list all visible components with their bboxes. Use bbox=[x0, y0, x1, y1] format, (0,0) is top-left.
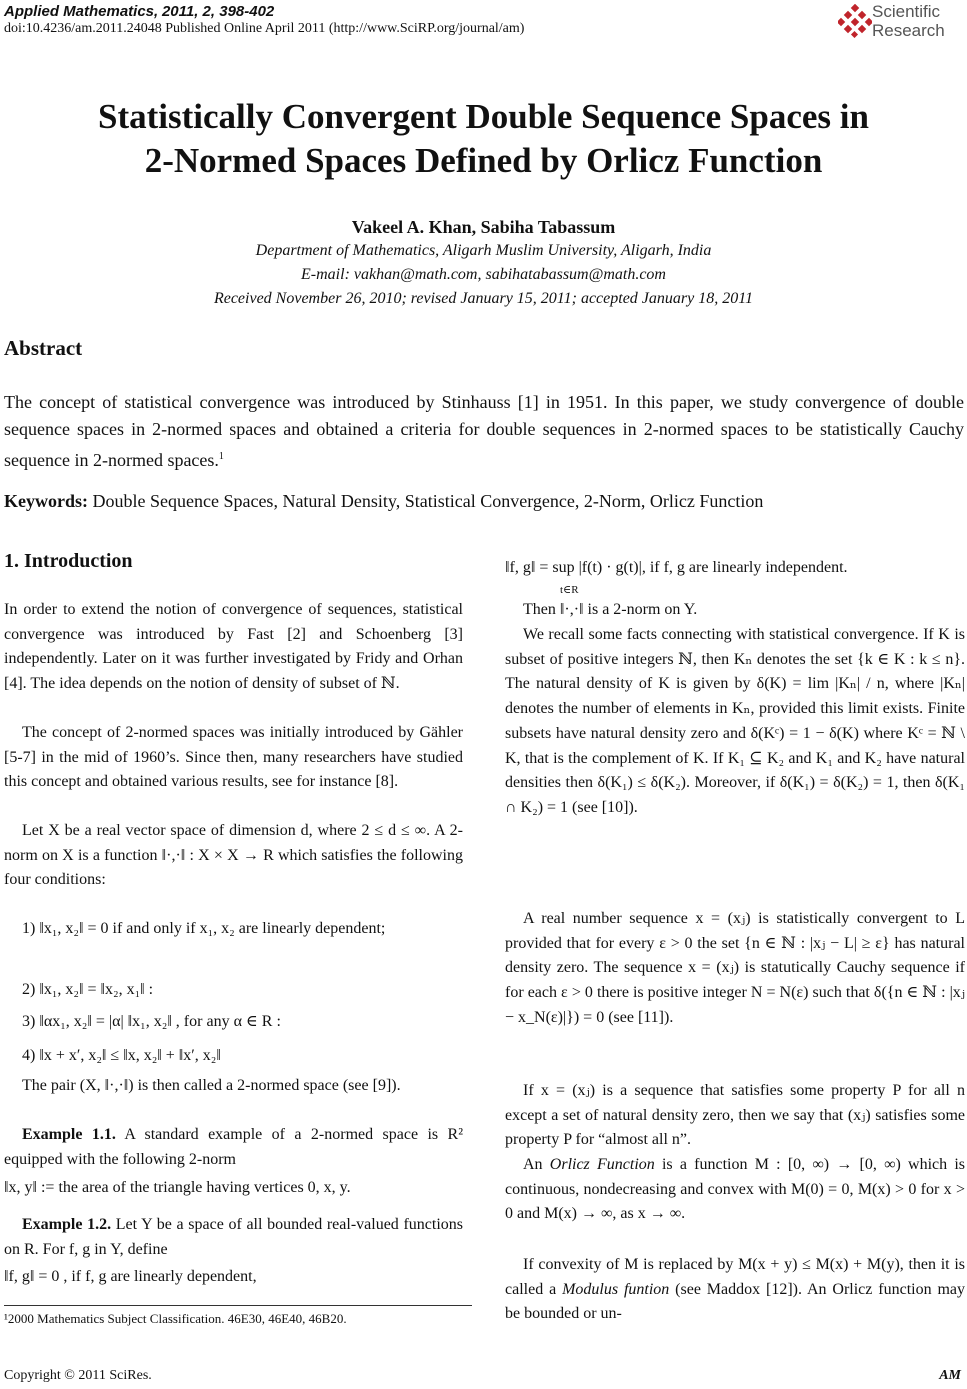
journal-volume: 2011, 2, 398-402 bbox=[161, 3, 275, 20]
right-paragraph-5 bbox=[505, 1253, 965, 1327]
keywords-text: Double Sequence Spaces, Natural Density, Statistical Convergence, 2-Norm, Orlicz Function bbox=[92, 491, 764, 511]
journal-abbreviation: AM bbox=[939, 1368, 961, 1383]
intro-paragraph-4: The pair (X, ‖·,·‖) is then called a 2-normed space (see [9]). bbox=[22, 1077, 401, 1094]
condition-2: 2) ‖x₁, x₂‖ = ‖x₂, x₁‖ : bbox=[22, 981, 154, 998]
example-1-1-label: Example 1.1. bbox=[22, 1126, 116, 1143]
journal-citation bbox=[4, 3, 274, 21]
journal-name: Applied Mathematics, bbox=[4, 3, 159, 20]
sup-subscript: t∈R bbox=[560, 584, 579, 596]
footnote: ¹2000 Mathematics Subject Classification. 46E30, 46E40, 46B20. bbox=[4, 1311, 347, 1326]
p4-lead: An bbox=[523, 1156, 550, 1173]
copyright: Copyright © 2011 SciRes. bbox=[4, 1368, 152, 1383]
then-line: Then ‖·,·‖ is a 2-norm on Y. bbox=[523, 601, 698, 618]
section-heading: 1. Introduction bbox=[4, 550, 133, 572]
orlicz-term: Orlicz Function bbox=[549, 1156, 655, 1173]
affiliation: Department of Mathematics, Aligarh Muslim University, Aligarh, India bbox=[255, 242, 712, 259]
right-paragraph-2: A real number sequence x = (xⱼ) is statistically convergent to L provided that for every ε > 0 the set {n ∈ ℕ : |xⱼ − L| ≥ ε} has natural density zero. The sequence x = (xⱼ) is statutically Cauchy sequence if for each ε > 0 there is positive integer N = N(ε) such that δ({n ∈ ℕ : |xⱼ − x_N(ε)|}) = 0 (see [11]). bbox=[505, 910, 965, 1026]
example-1-2 bbox=[4, 1213, 463, 1262]
sup-formula: ‖f, g‖ = sup |f(t) · g(t)|, if f, g are linearly independent. bbox=[505, 559, 848, 576]
intro-paragraph-1: In order to extend the notion of convergence of sequences, statistical convergence was introduced by Fast [2] and Schoenberg [3] independently. Later on it was further investigated by Fridy and Orhan [4]. The idea depends on the notion of density of subset of ℕ. bbox=[4, 601, 463, 693]
publisher-name-2: Research bbox=[872, 21, 945, 40]
publisher-logo-icon bbox=[838, 4, 872, 38]
keywords bbox=[4, 491, 964, 512]
right-paragraph-3: If x = (xⱼ) is a sequence that satisfies some property P for all n except a set of natural density zero, then we say that (xⱼ) satisfies some property P for “almost all n”. bbox=[505, 1082, 965, 1149]
publisher-name-1: Scientific bbox=[872, 2, 941, 21]
intro-paragraph-3: Let X be a real vector space of dimension d, where 2 ≤ d ≤ ∞. A 2-norm on X is a function ‖·,·‖ : X × X → R which satisfies the following four conditions: bbox=[4, 822, 463, 889]
condition-3: 3) ‖αx₁, x₂‖ = |α| ‖x₁, x₂‖ , for any α ∈ R : bbox=[22, 1013, 281, 1030]
authors: Vakeel A. Khan, Sabiha Tabassum bbox=[351, 217, 616, 237]
condition-4: 4) ‖x + x′, x₂‖ ≤ ‖x, x₂‖ + ‖x′, x₂‖ bbox=[22, 1047, 221, 1064]
footnote-divider bbox=[4, 1305, 472, 1306]
intro-paragraph-2: The concept of 2-normed spaces was initially introduced by Gähler [5-7] in the mid of 1960’s. Since then, many researchers have studied this concept and obtained various results, see for instance [8]. bbox=[4, 724, 463, 791]
abstract-body bbox=[4, 389, 964, 474]
email[interactable]: E-mail: vakhan@math.com, sabihatabassum@math.com bbox=[301, 266, 666, 283]
title-line-1: Statistically Convergent Double Sequence Spaces in bbox=[98, 97, 869, 136]
right-paragraph-1: We recall some facts connecting with statistical convergence. If K is subset of positive integers ℕ, then Kₙ denotes the set {k ∈ K : k ≤ n}. The natural density of K is given by δ(K) = lim |Kₙ| / n, where |Kₙ| denotes the number of elements in Kₙ, provided this limit exists. Finite subsets have natural density zero and δ(Kᶜ) = 1 − δ(K) where Kᶜ = ℕ \ K, that is the complement of K. If K₁ ⊆ K₂ and K₁ and K₂ have natural densities then δ(K₁) ≤ δ(K₂). Moreover, if δ(K₁) = δ(K₂) = 1, then δ(K₁ ∩ K₂) = 1 (see [10]). bbox=[505, 626, 965, 816]
p5-rest: (see Maddox [12]). An Orlicz function may be bounded or un- bbox=[505, 1280, 966, 1323]
example-1-1-text: A standard example of a 2-normed space is R² equipped with the following 2-norm bbox=[4, 1126, 464, 1168]
example-1-2-label: Example 1.2. bbox=[22, 1216, 112, 1233]
title-line-2: 2-Normed Spaces Defined by Orlicz Function bbox=[144, 141, 823, 180]
publisher-logo bbox=[838, 2, 963, 42]
keywords-label: Keywords: bbox=[4, 491, 88, 511]
abstract-text: The concept of statistical convergence was introduced by Stinhauss [1] in 1951. In this paper, we study convergence of double sequence spaces in 2-normed spaces and obtained a criteria for double sequences in 2-normed spaces to be statistically Cauchy sequence in 2-normed spaces. bbox=[4, 392, 964, 470]
example-1-2-text: Let Y be a space of all bounded real-valued functions on R. For f, g in Y, define bbox=[4, 1216, 464, 1258]
dates: Received November 26, 2010; revised January 15, 2011; accepted January 18, 2011 bbox=[213, 290, 754, 307]
modulus-term: Modulus funtion bbox=[562, 1280, 670, 1298]
example-1-1-formula: ‖x, y‖ := the area of the triangle having vertices 0, x, y. bbox=[4, 1179, 351, 1196]
paper-title bbox=[0, 95, 967, 183]
right-paragraph-4 bbox=[505, 1153, 965, 1227]
abstract-heading: Abstract bbox=[4, 336, 83, 360]
p5-lead: If convexity of M is replaced by M(x + y) ≤ M(x) + M(y), then it is called a bbox=[505, 1256, 965, 1298]
example-1-2-formula: ‖f, g‖ = 0 , if f, g are linearly dependent, bbox=[4, 1268, 257, 1285]
condition-1: 1) ‖x₁, x₂‖ = 0 if and only if x₁, x₂ are linearly dependent; bbox=[22, 920, 386, 937]
p4-rest: is a function M : [0, ∞) → [0, ∞) which is continuous, nondecreasing and convex with M(0) = 0, M(x) > 0 for x > 0 and M(x) → ∞, as x → ∞. bbox=[505, 1156, 966, 1223]
example-1-1 bbox=[4, 1123, 463, 1172]
footnote-marker[interactable]: 1 bbox=[218, 451, 224, 462]
doi-line[interactable]: doi:10.4236/am.2011.24048 Published Online April 2011 (http://www.SciRP.org/journal/am) bbox=[4, 21, 525, 36]
